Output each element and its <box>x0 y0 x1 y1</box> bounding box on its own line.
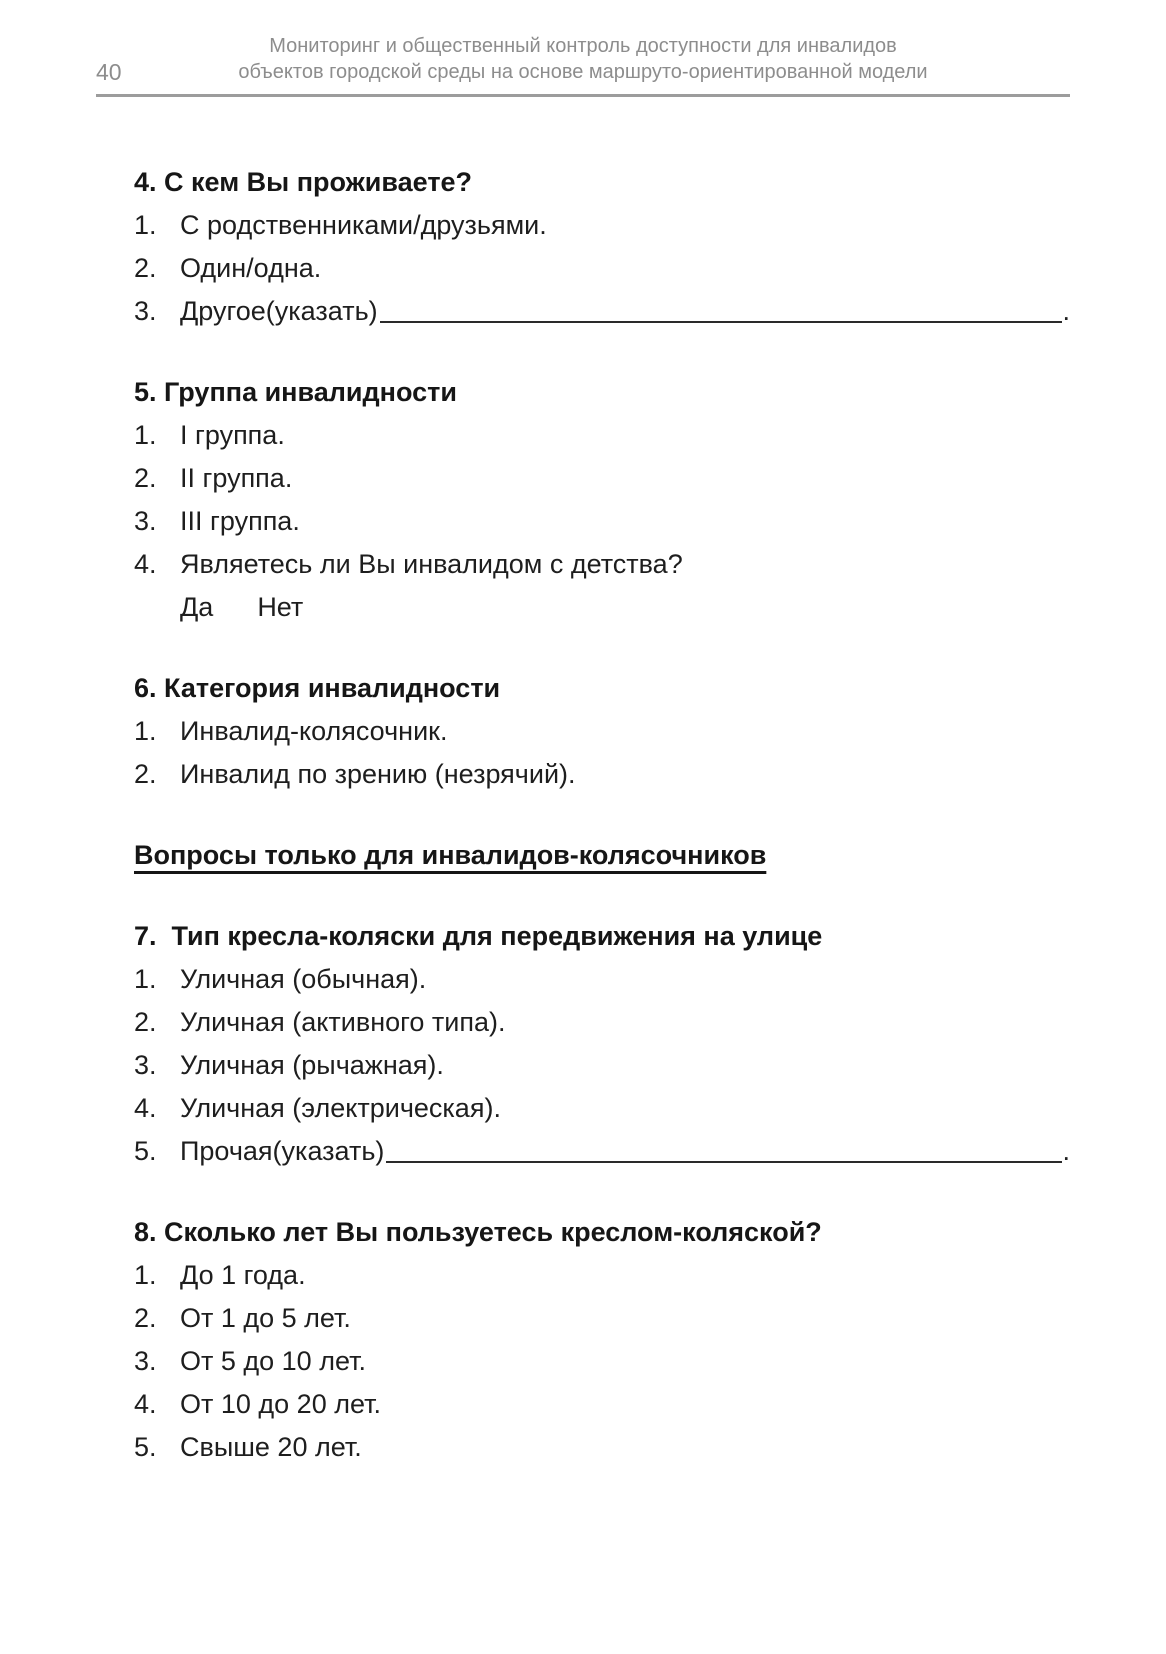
item-number: 3. <box>134 1346 157 1376</box>
running-head-line-1: Мониторинг и общественный контроль доступности для инвалидов <box>269 35 897 57</box>
question-8-title: 8. Сколько лет Вы пользуетесь креслом-коляской? <box>134 1217 822 1247</box>
item-number: 4. <box>134 1389 157 1419</box>
item-number: 2. <box>134 463 157 493</box>
question-4-options <box>134 204 1070 333</box>
item-text: От 10 до 20 лет. <box>180 1389 381 1419</box>
question-item <box>134 1297 1070 1340</box>
item-number: 2. <box>134 1303 157 1333</box>
item-number: 1. <box>134 716 157 746</box>
item-number: 2. <box>134 1007 157 1037</box>
question-item <box>134 1340 1070 1383</box>
question-item <box>134 1044 1070 1087</box>
item-number: 3. <box>134 506 157 536</box>
running-head <box>96 33 1070 85</box>
item-text: Уличная (электрическая). <box>180 1093 501 1123</box>
item-text: До 1 года. <box>180 1260 306 1290</box>
questionnaire-content <box>134 97 1070 1469</box>
item-text: От 5 до 10 лет. <box>180 1346 366 1376</box>
question-7-options <box>134 958 1070 1173</box>
question-item <box>134 1383 1070 1426</box>
question-6-title: 6. Категория инвалидности <box>134 673 501 703</box>
item-text: С родственниками/друзьями. <box>180 210 547 240</box>
item-text: Один/одна. <box>180 253 322 283</box>
question-item <box>134 1087 1070 1130</box>
question-item <box>134 500 1070 543</box>
question-5-title: 5. Группа инвалидности <box>134 377 457 407</box>
item-text: Инвалид по зрению (незрячий). <box>180 759 576 789</box>
question-item <box>134 414 1070 457</box>
item-text: Инвалид-колясочник. <box>180 716 448 746</box>
fill-in-blank-line <box>386 1161 1062 1163</box>
page-header <box>96 0 1070 97</box>
item-text: II группа. <box>180 463 293 493</box>
question-6-options <box>134 710 1070 796</box>
yes-no-answers <box>134 586 1070 629</box>
question-item <box>134 290 1070 333</box>
question-item <box>134 753 1070 796</box>
item-suffix: . <box>1062 296 1070 326</box>
item-text: Прочая(указать) <box>180 1136 385 1166</box>
running-head-line-2: объектов городской среды на основе маршруто-ориентированной модели <box>238 61 928 83</box>
item-number: 4. <box>134 549 157 579</box>
question-8-options <box>134 1254 1070 1469</box>
question-item <box>134 1001 1070 1044</box>
item-number: 1. <box>134 1260 157 1290</box>
page-number: 40 <box>96 59 122 85</box>
question-item <box>134 204 1070 247</box>
item-number: 1. <box>134 420 157 450</box>
item-number: 1. <box>134 964 157 994</box>
item-number: 5. <box>134 1432 157 1462</box>
item-text: Уличная (активного типа). <box>180 1007 506 1037</box>
answer-no: Нет <box>257 592 304 622</box>
item-text: Другое(указать) <box>180 296 378 326</box>
question-item <box>134 543 1070 586</box>
question-item <box>134 958 1070 1001</box>
item-text: Уличная (обычная). <box>180 964 427 994</box>
question-4-title: 4. С кем Вы проживаете? <box>134 167 473 197</box>
item-number: 2. <box>134 759 157 789</box>
answer-yes: Да <box>180 592 214 622</box>
question-item <box>134 247 1070 290</box>
item-number: 4. <box>134 1093 157 1123</box>
question-item <box>134 710 1070 753</box>
question-item <box>134 1426 1070 1469</box>
item-suffix: . <box>1062 1136 1070 1166</box>
fill-in-blank-line <box>380 321 1063 323</box>
section-heading: Вопросы только для инвалидов-колясочников <box>134 840 767 870</box>
question-item <box>134 457 1070 500</box>
item-number: 3. <box>134 1050 157 1080</box>
item-number: 2. <box>134 253 157 283</box>
question-item <box>134 1130 1070 1173</box>
item-text: Являетесь ли Вы инвалидом с детства? <box>180 549 683 579</box>
question-7-title: 7. Тип кресла-коляски для передвижения на улице <box>134 921 823 951</box>
item-number: 5. <box>134 1136 157 1166</box>
item-text: I группа. <box>180 420 285 450</box>
item-number: 3. <box>134 296 157 326</box>
question-item <box>134 1254 1070 1297</box>
item-number: 1. <box>134 210 157 240</box>
item-text: Свыше 20 лет. <box>180 1432 362 1462</box>
item-text: Уличная (рычажная). <box>180 1050 444 1080</box>
question-5-options <box>134 414 1070 586</box>
item-text: От 1 до 5 лет. <box>180 1303 351 1333</box>
item-text: III группа. <box>180 506 300 536</box>
